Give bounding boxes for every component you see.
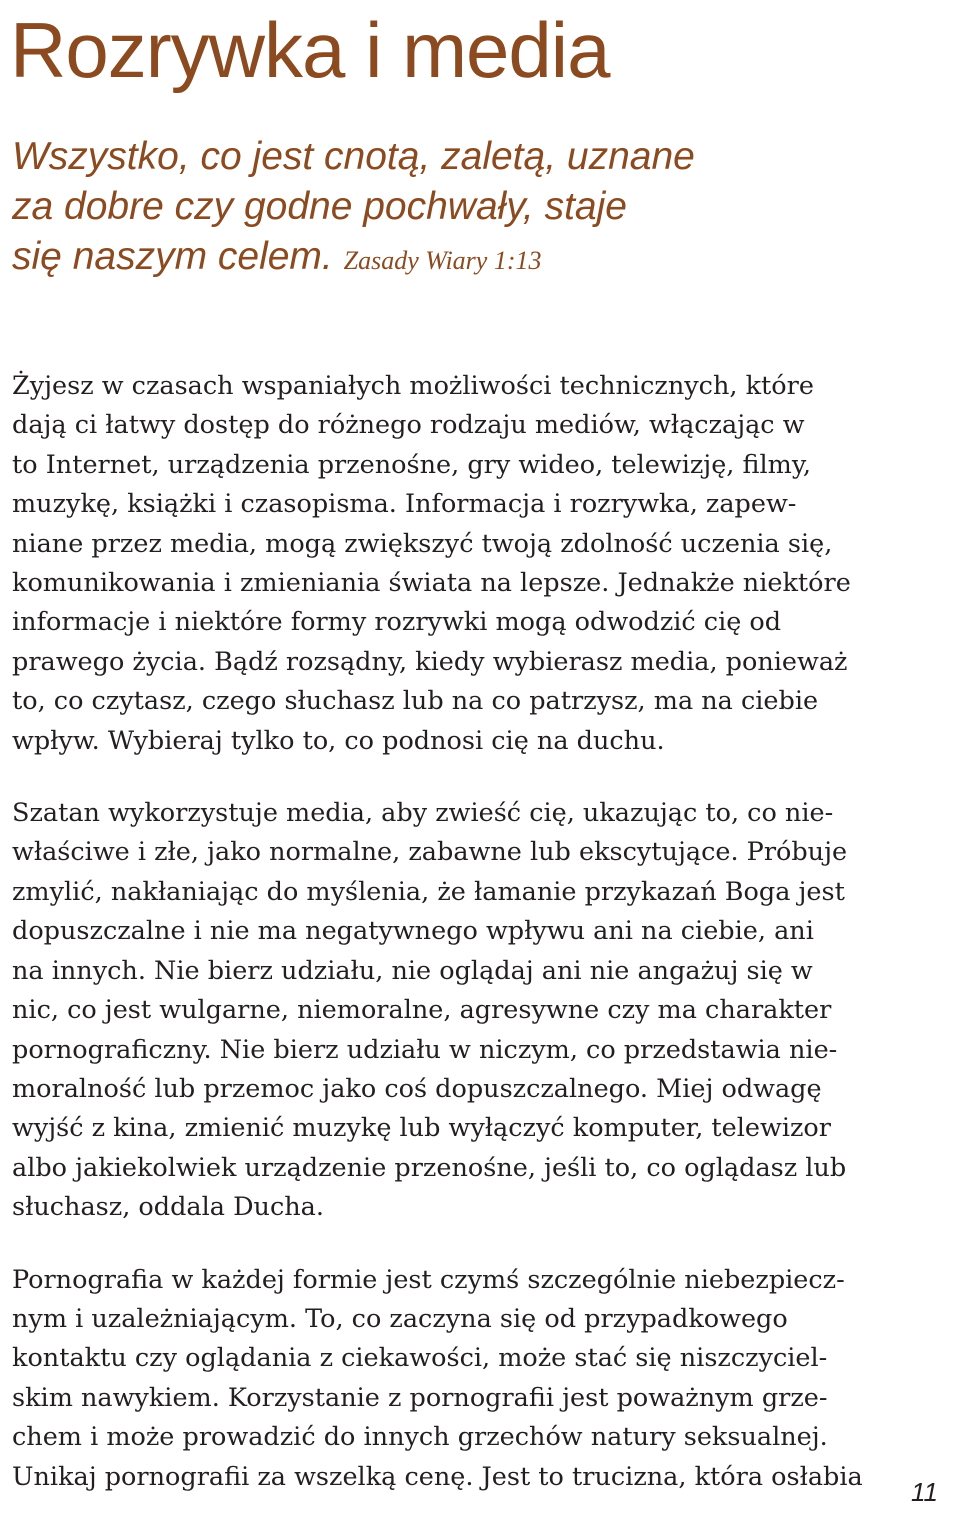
text-line: komunikowania i zmieniania świata na lepsze. Jednakże niektóre [12,568,851,599]
text-line: właściwe i złe, jako normalne, zabawne lub ekscytujące. Próbuje [12,837,848,868]
text-line: muzykę, książki i czasopisma. Informacja i rozrywka, zapew- [12,489,797,520]
text-line: niane przez media, mogą zwiększyć twoją zdolność uczenia się, [12,528,833,559]
text-line: to, co czytasz, czego słuchasz lub na co patrzysz, ma na ciebie [12,686,819,717]
text-line: chem i może prowadzić do innych grzechów natury seksualnej. [12,1422,828,1453]
page-number: 11 [911,1477,938,1507]
text-line: kontaktu czy oglądania z ciekawości, może stać się niszczyciel- [12,1343,828,1374]
text-line: pornograficzny. Nie bierz udziału w niczym, co przedstawia nie- [12,1034,838,1065]
paragraph-3 [12,1261,952,1497]
epigraph [12,132,912,286]
text-line: nic, co jest wulgarne, niemoralne, agresywne czy ma charakter [12,995,832,1026]
text-line: informacje i niektóre formy rozrywki mogą odwodzić cię od [12,607,782,638]
text-line: zmylić, nakłaniając do myślenia, że łamanie przykazań Boga jest [12,876,845,907]
text-line: Żyjesz w czasach wspaniałych możliwości technicznych, które [12,371,814,401]
text-line: dają ci łatwy dostęp do różnego rodzaju mediów, włączając w [12,410,805,441]
text-line: wyjść z kina, zmienić muzykę lub wyłączyć komputer, telewizor [12,1113,831,1144]
paragraph-2 [12,794,952,1227]
text-line: nym i uzależniającym. To, co zaczyna się od przypadkowego [12,1303,788,1334]
text-line: Pornografia w każdej formie jest czymś szczególnie niebezpiecz- [12,1264,845,1295]
text-line: moralność lub przemoc jako coś dopuszczalnego. Miej odwagę [12,1073,822,1104]
epigraph-line-last [12,232,912,286]
text-line: Szatan wykorzystuje media, aby zwieść cię, ukazując to, co nie- [12,798,834,829]
text-line: dopuszczalne i nie ma negatywnego wpływu ani na ciebie, ani [12,916,814,947]
text-line: albo jakiekolwiek urządzenie przenośne, jeśli to, co oglądasz lub [12,1152,847,1183]
text-line: słuchasz, oddala Ducha. [12,1192,324,1223]
paragraph-1 [12,367,952,761]
text-line: na innych. Nie bierz udziału, nie oglądaj ani nie angażuj się w [12,955,813,986]
epigraph-line: za dobre czy godne pochwały, staje [12,185,627,228]
epigraph-line-text: się naszym celem. [12,235,344,278]
epigraph-reference: Zasady Wiary 1:13 [343,246,542,275]
body-text [12,367,952,1530]
text-line: Unikaj pornografii za wszelką cenę. Jest to trucizna, która osłabia [12,1461,863,1492]
text-line: wpływ. Wybieraj tylko to, co podnosi cię na duchu. [12,725,665,756]
page-title: Rozrywka i media [10,6,610,94]
epigraph-line: Wszystko, co jest cnotą, zaletą, uznane [12,135,695,178]
text-line: skim nawykiem. Korzystanie z pornografii jest poważnym grze- [12,1382,828,1413]
text-line: prawego życia. Bądź rozsądny, kiedy wybierasz media, ponieważ [12,646,848,677]
text-line: to Internet, urządzenia przenośne, gry wideo, telewizję, filmy, [12,449,811,480]
